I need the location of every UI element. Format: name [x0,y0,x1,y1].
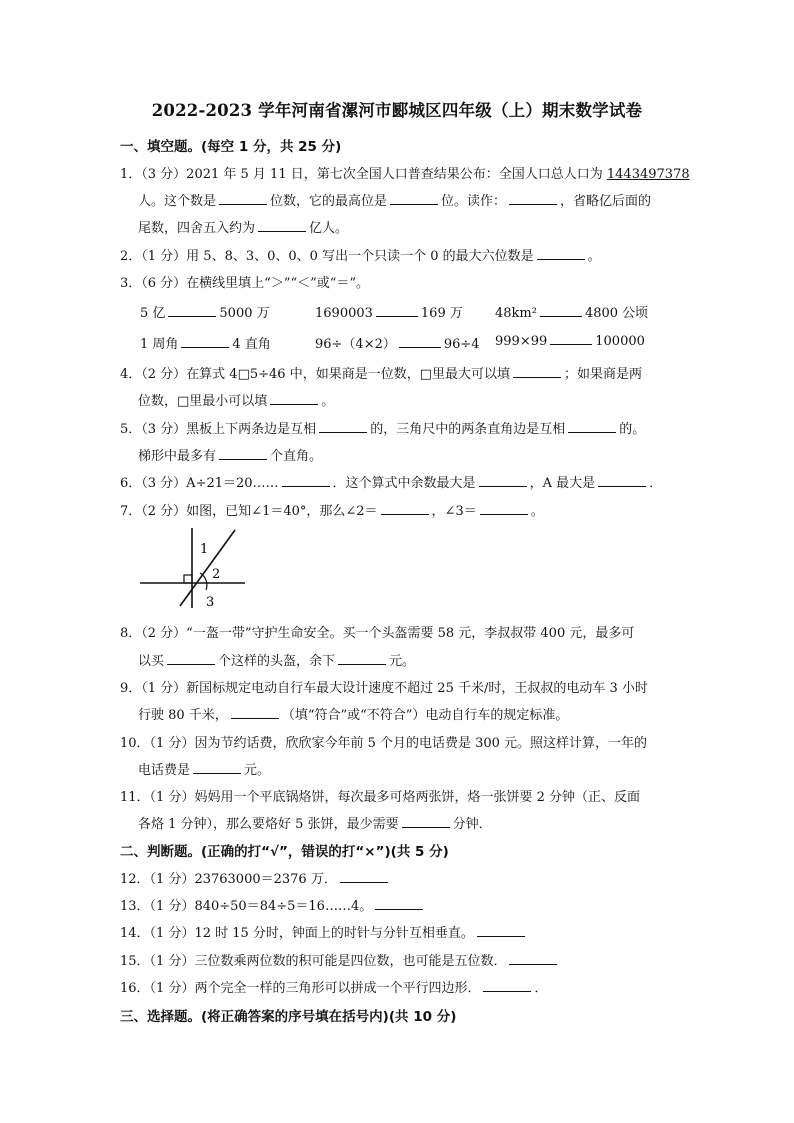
q3-r1c2 [315,302,463,321]
answer-blank[interactable] [509,193,557,205]
q1-number: 1443497378 [606,167,690,182]
q10-text-c: 元。 [244,763,271,778]
q1-text-c1: 尾数，四舍五入约为 [138,221,256,236]
q5-text-b: 的，三角尺中的两条直角边是互相 [370,422,566,437]
q2-line [120,245,601,264]
q6-text-d: ． [649,476,663,491]
answer-blank[interactable] [270,393,318,405]
answer-blank[interactable] [376,305,418,317]
q3-r2c3-right: 100000 [595,334,645,349]
q5-text-a: 5．（3 分）黑板上下两条边是互相 [120,422,317,437]
q1-text-b2: 位数，它的最高位是 [270,194,388,209]
answer-blank[interactable] [598,475,646,487]
q9-line2 [138,704,568,723]
q3-r2c3-left: 999×99 [495,334,548,349]
q8-text-b: 以买 [138,654,165,669]
answer-blank[interactable] [537,248,585,260]
q5-text-c: 的。 [619,422,646,437]
answer-blank[interactable] [483,980,531,992]
q16-end: ． [534,981,548,996]
q12-text: 12．（1 分）23763000＝2376 万． [120,872,337,887]
answer-blank[interactable] [219,448,267,460]
q9-text-c: （填“符合”或“不符合”）电动自行车的规定标准。 [281,708,569,723]
q3-r2c1-left: 1 周角 [140,337,179,352]
q6-text-a: 6．（3 分）A÷21＝20…… [120,476,279,491]
q1-text: 1．（3 分）2021 年 5 月 11 日，第七次全国人口普查结果公布：全国人口总人口为 [120,167,607,182]
q1-text-c2: 亿人。 [309,221,349,236]
q8-line2 [138,650,415,669]
q3-r2c2 [315,333,480,352]
answer-blank[interactable] [540,305,582,317]
q12-line [120,868,391,887]
q3-r1c3-right: 4800 公顷 [584,306,649,321]
answer-blank[interactable] [338,653,386,665]
section-multiple-choice: 三、选择题。(将正确答案的序号填在括号内)(共 10 分) [120,1009,457,1025]
q3-r1c2-right: 169 万 [420,306,463,321]
q1-text-b1: 人。这个数是 [138,194,217,209]
answer-blank[interactable] [340,871,388,883]
q5-line1 [120,418,645,437]
q2-end: 。 [587,249,601,264]
angle-label-2: 2 [212,567,221,582]
q11-text-b: 各烙 1 分钟），那么要烙好 5 张饼，最少需要 [138,817,399,832]
q16-line [120,977,547,996]
answer-blank[interactable] [231,707,279,719]
q3-line: 3．（6 分）在横线里填上“＞”“＜”或“＝”。 [120,276,370,291]
q10-line2 [138,759,270,778]
q9-line1: 9．（1 分）新国标规定电动自行车最大设计速度不超过 25 千米/时，王叔叔的电动车 3 小时 [120,681,648,696]
q8-text-d: 元。 [389,654,416,669]
angle-figure [140,528,250,610]
q1-text-b3: 位。读作： [441,194,507,209]
page-title: 2022-2023 学年河南省漯河市郾城区四年级（上）期末数学试卷 [151,101,643,120]
q8-text-c: 个这样的头盔，余下 [218,654,336,669]
answer-blank[interactable] [550,333,592,345]
q3-r2c2-left: 96÷（4×2） [315,337,396,352]
q9-text-b: 行驶 80 千米， [138,708,228,723]
q3-r1c3 [495,302,648,321]
q1-line3 [138,217,348,236]
q3-r2c2-right: 96÷4 [443,337,480,352]
q5-line2 [138,445,322,464]
answer-blank[interactable] [390,193,438,205]
angle-label-1: 1 [200,542,209,557]
q3-r2c1-right: 4 直角 [232,337,271,352]
answer-blank[interactable] [219,193,267,205]
q7-text-c: 。 [530,504,544,519]
q13-text: 13．（1 分）840÷50＝84÷5＝16……4。 [120,899,373,914]
q4-text-c: 位数，□里最小可以填 [138,394,268,409]
q3-r1c1-left: 5 亿 [140,306,166,321]
q6-text-c: ，A 最大是 [529,476,596,491]
q4-text-b: ；如果商是两 [563,367,642,382]
answer-blank[interactable] [381,503,429,515]
angle-arc [200,573,207,590]
q5-text-d: 梯形中最多有 [138,449,217,464]
q10-text-b: 电话费是 [138,763,191,778]
q7-line [120,500,544,519]
q4-text-d: 。 [321,394,335,409]
answer-blank[interactable] [568,421,616,433]
q14-line [120,922,528,941]
q14-text: 14．（1 分）12 时 15 分时，钟面上的时针与分针互相垂直。 [120,926,474,941]
answer-blank[interactable] [402,816,450,828]
q11-line2 [138,813,492,832]
q3-r2c3 [495,333,645,349]
answer-blank[interactable] [258,220,306,232]
q3-r1c1 [140,302,270,321]
q10-line1: 10．（1 分）因为节约话费，欣欣家今年前 5 个月的电话费是 300 元。照这样计算，一年的 [120,736,648,751]
q3-r1c2-left: 1690003 [315,306,373,321]
q11-text-c: 分钟． [452,817,492,832]
answer-blank[interactable] [513,366,561,378]
answer-blank[interactable] [375,898,423,910]
right-angle-mark [184,575,192,583]
q15-text: 15．（1 分）三位数乘两位数的积可能是四位数，也可能是五位数． [120,954,507,969]
q4-line1 [120,363,642,382]
answer-blank[interactable] [193,762,241,774]
answer-blank[interactable] [282,475,330,487]
q1-line1 [120,163,690,182]
q5-text-e: 个直角。 [270,449,323,464]
q3-r1c3-left: 48km² [495,306,537,321]
section-fill-blank: 一、填空题。(每空 1 分，共 25 分) [120,139,342,155]
q3-r1c1-right: 5000 万 [219,306,270,321]
answer-blank[interactable] [168,305,216,317]
q6-line [120,472,662,491]
q13-line [120,895,426,914]
q11-line1: 11．（1 分）妈妈用一个平底锅烙饼，每次最多可烙两张饼，烙一张饼要 2 分钟（正、反面 [120,790,640,805]
answer-blank[interactable] [480,503,528,515]
q16-text: 16．（1 分）两个完全一样的三角形可以拼成一个平行四边形． [120,981,481,996]
q8-line1: 8．（2 分）“一盔一带”守护生命安全。买一个头盔需要 58 元，李叔叔带 400 元，最多可 [120,626,635,641]
q3-r2c1 [140,333,271,352]
q7-text-a: 7．（2 分）如图，已知∠1＝40°，那么∠2＝ [120,504,378,519]
q1-line2 [138,190,651,209]
answer-blank[interactable] [479,475,527,487]
q7-text-b: ，∠3＝ [431,504,477,519]
answer-blank[interactable] [399,336,441,348]
q6-text-b: ．这个算式中余数最大是 [332,476,476,491]
q4-text-a: 4．（2 分）在算式 4□5÷46 中，如果商是一位数，□里最大可以填 [120,367,510,382]
q2-text: 2．（1 分）用 5、8、3、0、0、0 写出一个只读一个 0 的最大六位数是 [120,249,534,264]
angle-label-3: 3 [206,595,215,610]
answer-blank[interactable] [319,421,367,433]
q4-line2 [138,390,334,409]
q1-text-b4: ，省略亿后面的 [560,194,652,209]
answer-blank[interactable] [167,653,215,665]
answer-blank[interactable] [477,925,525,937]
answer-blank[interactable] [509,953,557,965]
answer-blank[interactable] [181,336,229,348]
section-true-false: 二、判断题。(正确的打“√”，错误的打“×”)(共 5 分) [120,844,449,860]
q15-line [120,950,560,969]
